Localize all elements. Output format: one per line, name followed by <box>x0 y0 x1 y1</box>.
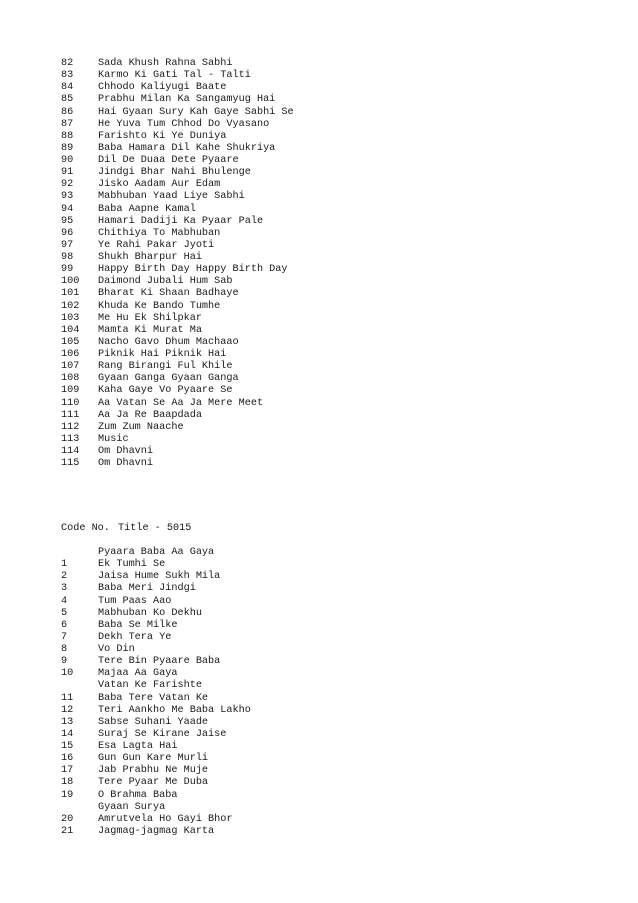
item-title: He Yuva Tum Chhod Do Vyasano <box>98 118 270 130</box>
item-title: Chithiya To Mabhuban <box>98 227 221 239</box>
item-title: Aa Vatan Se Aa Ja Mere Meet <box>98 397 264 409</box>
item-title: Zum Zum Naache <box>98 421 184 433</box>
item-number: 12 <box>61 704 74 716</box>
item-number: 111 <box>61 409 80 421</box>
item-title: Mamta Ki Murat Ma <box>98 324 202 336</box>
item-title: Chhodo Kaliyugi Baate <box>98 82 227 94</box>
item-number: 91 <box>61 167 74 179</box>
item-title: Jagmag-jagmag Karta <box>98 825 215 837</box>
item-title: Happy Birth Day Happy Birth Day <box>98 264 288 276</box>
item-title: Dekh Tera Ye <box>98 631 172 643</box>
item-number: 89 <box>61 142 74 154</box>
item-title: Baba Meri Jindgi <box>98 583 196 595</box>
item-number: 107 <box>61 361 80 373</box>
item-title: Jab Prabhu Ne Muje <box>98 765 209 777</box>
item-number: 110 <box>61 397 80 409</box>
item-title: Om Dhavni <box>98 458 154 470</box>
item-number: 85 <box>61 94 74 106</box>
item-number: 1 <box>61 559 68 571</box>
item-title: Karmo Ki Gati Tal - Talti <box>98 70 251 82</box>
title-label: Title - 5015 <box>118 523 192 534</box>
item-title: Tere Pyaar Me Duba <box>98 777 209 789</box>
item-number: 8 <box>61 644 68 655</box>
item-title: Baba Tere Vatan Ke <box>98 692 209 704</box>
item-title: Prabhu Milan Ka Sangamyug Hai <box>98 94 276 106</box>
code-number-label: Code No. <box>61 523 110 534</box>
item-title: Piknik Hai Piknik Hai <box>98 349 227 360</box>
item-title: Rang Birangi Ful Khile <box>98 361 233 373</box>
item-title: Tere Bin Pyaare Baba <box>98 656 221 668</box>
item-title: Tum Paas Aao <box>98 595 172 607</box>
item-number: 20 <box>61 813 74 825</box>
item-number: 10 <box>61 668 74 680</box>
item-number: 114 <box>61 446 80 457</box>
item-title: Vatan Ke Farishte <box>98 680 202 692</box>
item-title: Bharat Ki Shaan Badhaye <box>98 288 239 300</box>
item-number: 13 <box>61 716 74 728</box>
item-number: 11 <box>61 692 74 704</box>
item-number: 105 <box>61 336 80 348</box>
item-title: Music <box>98 433 129 445</box>
item-title: Baba Hamara Dil Kahe Shukriya <box>98 142 276 154</box>
item-number: 101 <box>61 288 80 300</box>
item-number: 6 <box>61 619 68 631</box>
item-number: 2 <box>61 571 68 583</box>
item-number: 108 <box>61 373 80 385</box>
item-number: 100 <box>61 276 80 288</box>
item-number: 14 <box>61 728 74 740</box>
item-number: 99 <box>61 264 74 276</box>
item-title: Gyaan Surya <box>98 801 166 813</box>
item-number: 15 <box>61 741 74 752</box>
item-title: Om Dhavni <box>98 446 154 457</box>
item-title: Aa Ja Re Baapdada <box>98 409 202 421</box>
item-title: Farishto Ki Ye Duniya <box>98 130 227 142</box>
item-number: 9 <box>61 656 68 668</box>
item-title: Baba Se Milke <box>98 619 178 631</box>
item-title: Sada Khush Rahna Sabhi <box>98 58 233 69</box>
item-number: 93 <box>61 191 74 203</box>
item-title: Esa Lagta Hai <box>98 741 178 752</box>
item-number: 17 <box>61 765 74 777</box>
item-number: 7 <box>61 631 68 643</box>
item-title: Gun Gun Kare Murli <box>98 753 209 765</box>
item-title: Gyaan Ganga Gyaan Ganga <box>98 373 239 385</box>
item-title: Pyaara Baba Aa Gaya <box>98 547 215 558</box>
item-number: 88 <box>61 130 74 142</box>
item-number: 94 <box>61 203 74 215</box>
item-title: Mabhuban Yaad Liye Sabhi <box>98 191 245 203</box>
item-number: 82 <box>61 58 74 69</box>
item-title: Suraj Se Kirane Jaise <box>98 728 227 740</box>
item-title: Ye Rahi Pakar Jyoti <box>98 239 215 251</box>
item-title: Kaha Gaye Vo Pyaare Se <box>98 385 233 397</box>
item-title: Hamari Dadiji Ka Pyaar Pale <box>98 215 264 227</box>
item-title: Vo Din <box>98 644 135 655</box>
item-title: Amrutvela Ho Gayi Bhor <box>98 813 233 825</box>
item-number: 90 <box>61 155 74 166</box>
item-title: Hai Gyaan Sury Kah Gaye Sabhi Se <box>98 106 294 118</box>
item-title: Majaa Aa Gaya <box>98 668 178 680</box>
item-number: 4 <box>61 595 68 607</box>
item-number: 103 <box>61 312 80 324</box>
item-title: Me Hu Ek Shilpkar <box>98 312 202 324</box>
item-title: Daimond Jubali Hum Sab <box>98 276 233 288</box>
item-number: 16 <box>61 753 74 765</box>
item-number: 102 <box>61 300 80 312</box>
item-title: Jisko Aadam Aur Edam <box>98 179 221 191</box>
item-number: 83 <box>61 70 74 82</box>
item-number: 3 <box>61 583 68 595</box>
item-title: Ek Tumhi Se <box>98 559 166 571</box>
item-title: Shukh Bharpur Hai <box>98 252 202 263</box>
item-title: Sabse Suhani Yaade <box>98 716 209 728</box>
item-number: 98 <box>61 252 74 263</box>
item-title: Khuda Ke Bando Tumhe <box>98 300 221 312</box>
item-number: 96 <box>61 227 74 239</box>
item-title: Jaisa Hume Sukh Mila <box>98 571 221 583</box>
item-number: 95 <box>61 215 74 227</box>
item-number: 115 <box>61 458 80 470</box>
item-number: 84 <box>61 82 74 94</box>
item-title: O Brahma Baba <box>98 789 178 801</box>
item-number: 18 <box>61 777 74 789</box>
item-number: 104 <box>61 324 80 336</box>
item-number: 106 <box>61 349 80 360</box>
item-number: 113 <box>61 433 80 445</box>
item-title: Mabhuban Ko Dekhu <box>98 607 202 619</box>
item-number: 19 <box>61 789 74 801</box>
item-number: 97 <box>61 239 74 251</box>
item-title: Nacho Gavo Dhum Machaao <box>98 336 239 348</box>
item-title: Teri Aankho Me Baba Lakho <box>98 704 251 716</box>
item-title: Dil De Duaa Dete Pyaare <box>98 155 239 166</box>
item-number: 112 <box>61 421 80 433</box>
item-number: 87 <box>61 118 74 130</box>
item-number: 109 <box>61 385 80 397</box>
item-number: 86 <box>61 106 74 118</box>
item-number: 92 <box>61 179 74 191</box>
item-number: 5 <box>61 607 68 619</box>
item-title: Baba Aapne Kamal <box>98 203 196 215</box>
item-number: 21 <box>61 825 74 837</box>
item-title: Jindgi Bhar Nahi Bhulenge <box>98 167 251 179</box>
